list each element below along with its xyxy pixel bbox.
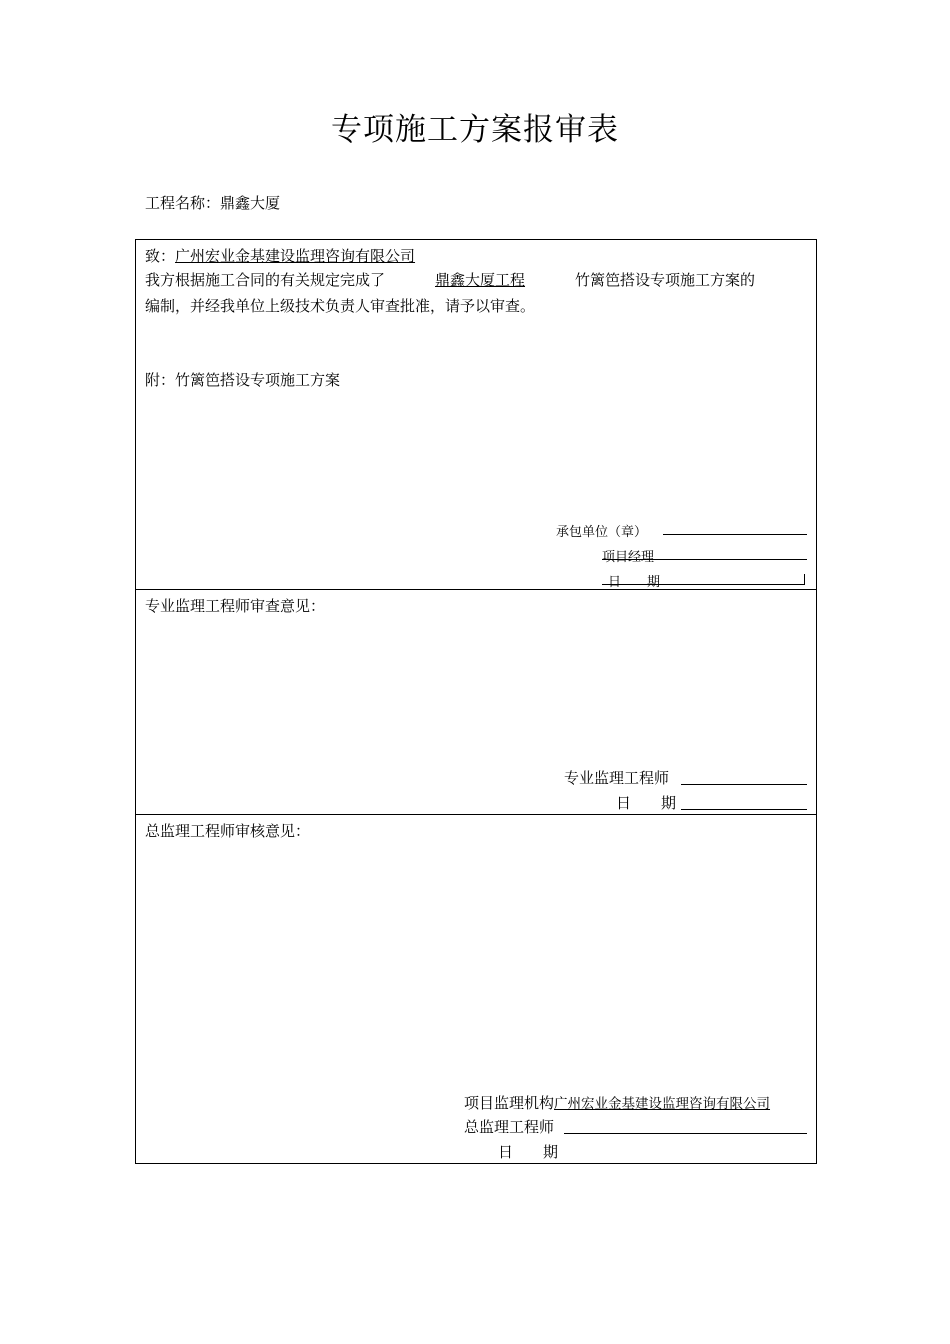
chief-engineer-field[interactable] xyxy=(564,1133,807,1134)
supervision-company-name: 广州宏业金基建设监理咨询有限公司 xyxy=(175,247,416,265)
chief-engineer-label: 总监理工程师 xyxy=(464,1118,555,1136)
engineer-review-heading: 专业监理工程师审查意见： xyxy=(145,597,326,615)
contractor-date-field[interactable] xyxy=(602,584,805,585)
engineer-signature-label: 专业监理工程师 xyxy=(564,769,670,787)
supervision-org-line xyxy=(464,1092,770,1113)
review-form-table xyxy=(135,239,817,1164)
project-name-value: 鼎鑫大厦 xyxy=(220,194,281,212)
to-label: 致： xyxy=(145,247,176,265)
engineer-signature-field[interactable] xyxy=(681,784,807,785)
body-prefix: 我方根据施工合同的有关规定完成了 xyxy=(145,271,386,289)
chief-date-label: 日 期 xyxy=(498,1143,559,1161)
contractor-seal-label: 承包单位（章） xyxy=(556,525,648,540)
project-name-label: 工程名称： xyxy=(145,194,221,212)
chief-review-section xyxy=(136,815,816,1163)
engineer-review-section xyxy=(136,590,816,815)
attachment-note: 附：竹篱笆搭设专项施工方案 xyxy=(145,371,341,389)
project-name-fill: 鼎鑫大厦工程 xyxy=(435,271,526,289)
contractor-submission-section xyxy=(136,240,816,590)
addressee-line xyxy=(145,245,415,266)
chief-review-heading: 总监理工程师审核意见： xyxy=(145,822,311,840)
supervision-org-name: 广州宏业金基建设监理咨询有限公司 xyxy=(554,1096,771,1112)
page-title: 专项施工方案报审表 xyxy=(331,112,619,148)
project-name-line xyxy=(145,192,280,213)
engineer-date-label: 日 期 xyxy=(616,794,677,812)
engineer-date-field[interactable] xyxy=(681,809,807,810)
contractor-seal-field[interactable] xyxy=(663,534,807,535)
date-field-end-mark xyxy=(804,574,805,585)
project-manager-label: 项目经理 xyxy=(602,550,655,565)
contractor-date-label: 日 期 xyxy=(608,575,661,590)
body-suffix: 竹篱笆搭设专项施工方案的 xyxy=(575,271,756,289)
supervision-org-label: 项目监理机构 xyxy=(464,1094,555,1112)
submission-body-line-1 xyxy=(145,269,755,290)
submission-body-line-2: 编制，并经我单位上级技术负责人审查批准，请予以审查。 xyxy=(145,297,536,315)
project-manager-field[interactable] xyxy=(602,559,807,560)
